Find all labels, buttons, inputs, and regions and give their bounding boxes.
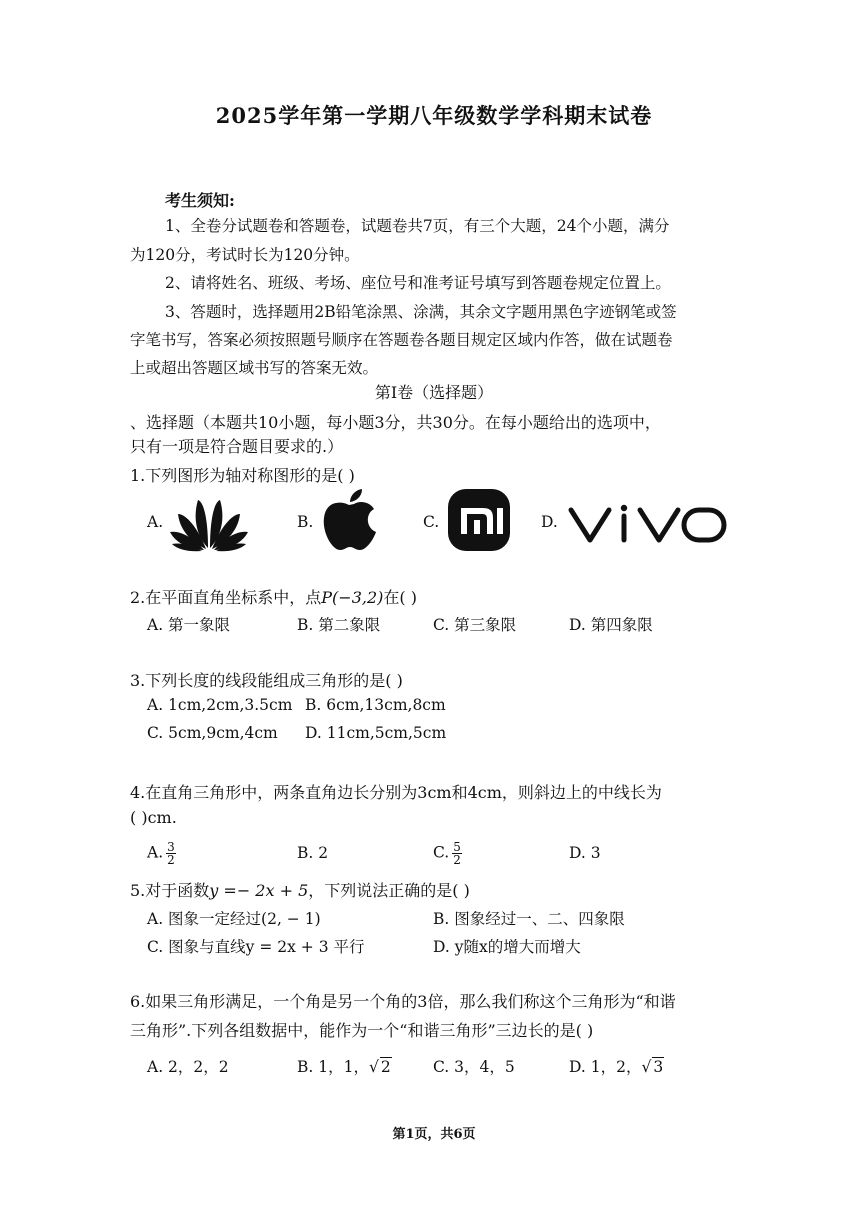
notice-item-1-line-1: 1、全卷分试题卷和答题卷，试题卷共7页，有三个大题，24个小题，满分: [165, 217, 670, 235]
question-3-option-b: B. 6cm,13cm,8cm: [305, 696, 446, 714]
question-2-option-b: B. 第二象限: [297, 616, 381, 634]
page-title: 2025学年第一学期八年级数学学科期末试卷: [215, 103, 653, 128]
question-5-function: y =− 2x + 5: [209, 881, 309, 900]
question-4-option-c-fraction: [452, 841, 462, 866]
question-4-option-c: [433, 841, 462, 866]
apple-logo: [320, 488, 378, 552]
question-4-stem-line-2: ( )cm.: [130, 808, 177, 827]
question-5-stem: [130, 878, 470, 901]
question-1-stem: 1.下列图形为轴对称图形的是( ): [130, 466, 355, 485]
question-2-stem-pre: 2.在平面直角坐标系中，点: [130, 588, 322, 607]
question-4-option-c-label: C.: [433, 843, 450, 862]
question-1-option-d-label: D.: [541, 513, 558, 531]
vivo-logo: [566, 500, 730, 546]
fraction-denominator: 2: [167, 853, 175, 867]
question-4-option-a-label: A.: [147, 843, 164, 862]
notice-item-1-line-2: 为120分，考试时长为120分钟。: [130, 246, 360, 264]
question-1-option-c-label: C.: [423, 513, 440, 531]
fraction-denominator: 2: [453, 853, 461, 867]
question-2-stem: [130, 585, 417, 608]
notice-item-2: 2、请将姓名、班级、考场、座位号和准考证号填写到答题卷规定位置上。: [165, 274, 671, 292]
section-intro-line-2: 只有一项是符合题目要求的.）: [130, 437, 344, 456]
mi-logo: [447, 488, 511, 552]
question-4-option-a: [147, 841, 176, 866]
question-6-option-c: C. 3，4，5: [433, 1058, 515, 1076]
volume-title: 第Ⅰ卷（选择题）: [374, 383, 494, 402]
notice-item-3-line-3: 上或超出答题区域书写的答案无效。: [130, 359, 379, 377]
question-6-option-b-radicand: 2: [380, 1058, 391, 1076]
question-2-point: P(−3,2): [321, 588, 384, 607]
question-4-option-d: D. 3: [569, 844, 601, 862]
question-6-option-a: A. 2，2，2: [147, 1058, 229, 1076]
huawei-logo: [168, 492, 250, 552]
question-5-option-a: A. 图象一定经过(2, − 1): [147, 910, 321, 928]
fraction-numerator: 3: [167, 840, 175, 854]
question-2-stem-post: 在( ): [383, 588, 417, 607]
question-6-stem-line-2: 三角形”.下列各组数据中，能作为一个“和谐三角形”三边长的是( ): [130, 1021, 594, 1040]
question-1-option-b-label: B.: [297, 513, 314, 531]
question-5-option-d: D. y随x的增大而增大: [433, 938, 581, 956]
question-3-option-d: D. 11cm,5cm,5cm: [305, 724, 447, 742]
fraction-numerator: 5: [453, 840, 461, 854]
question-6-stem-line-1: 6.如果三角形满足，一个角是另一个角的3倍，那么我们称这个三角形为“和谐: [130, 992, 676, 1011]
question-5-stem-pre: 5.对于函数: [130, 881, 210, 900]
question-4-option-b: B. 2: [297, 844, 329, 862]
notice-heading: 考生须知:: [165, 191, 235, 210]
notice-item-3-line-1: 3、答题时，选择题用2B铅笔涂黑、涂满，其余文字题用黑色字迹钢笔或签: [165, 303, 677, 321]
question-5-stem-post: ，下列说法正确的是( ): [308, 881, 470, 900]
question-5-option-c: C. 图象与直线y = 2x + 3 平行: [147, 938, 365, 956]
question-5-option-b: B. 图象经过一、二、四象限: [433, 910, 625, 928]
question-2-option-d: D. 第四象限: [569, 616, 653, 634]
question-3-stem: 3.下列长度的线段能组成三角形的是( ): [130, 671, 403, 690]
question-1-option-a-label: A.: [147, 513, 164, 531]
question-2-option-c: C. 第三象限: [433, 616, 517, 634]
question-6-option-d-label: D. 1，2，: [569, 1058, 642, 1076]
question-2-option-a: A. 第一象限: [147, 616, 231, 634]
notice-item-3-line-2: 字笔书写，答案必须按照题号顺序在答题卷各题目规定区域内作答，做在试题卷: [130, 331, 673, 349]
question-6-option-d: D. 1，2，√ 3: [569, 1058, 664, 1076]
question-3-option-c: C. 5cm,9cm,4cm: [147, 724, 278, 742]
question-6-option-b-label: B. 1，1，: [297, 1058, 369, 1076]
question-6-option-b: B. 1，1，√ 2: [297, 1058, 391, 1076]
question-3-option-a: A. 1cm,2cm,3.5cm: [147, 696, 293, 714]
question-4-stem-line-1: 4.在直角三角形中，两条直角边长分别为3cm和4cm，则斜边上的中线长为: [130, 783, 662, 802]
question-6-option-d-radicand: 3: [653, 1058, 664, 1076]
page-footer: 第1页，共6页: [392, 1127, 476, 1142]
question-4-option-a-fraction: [166, 841, 176, 866]
section-intro-line-1: 、选择题（本题共10小题，每小题3分，共30分。在每小题给出的选项中，: [130, 413, 661, 432]
